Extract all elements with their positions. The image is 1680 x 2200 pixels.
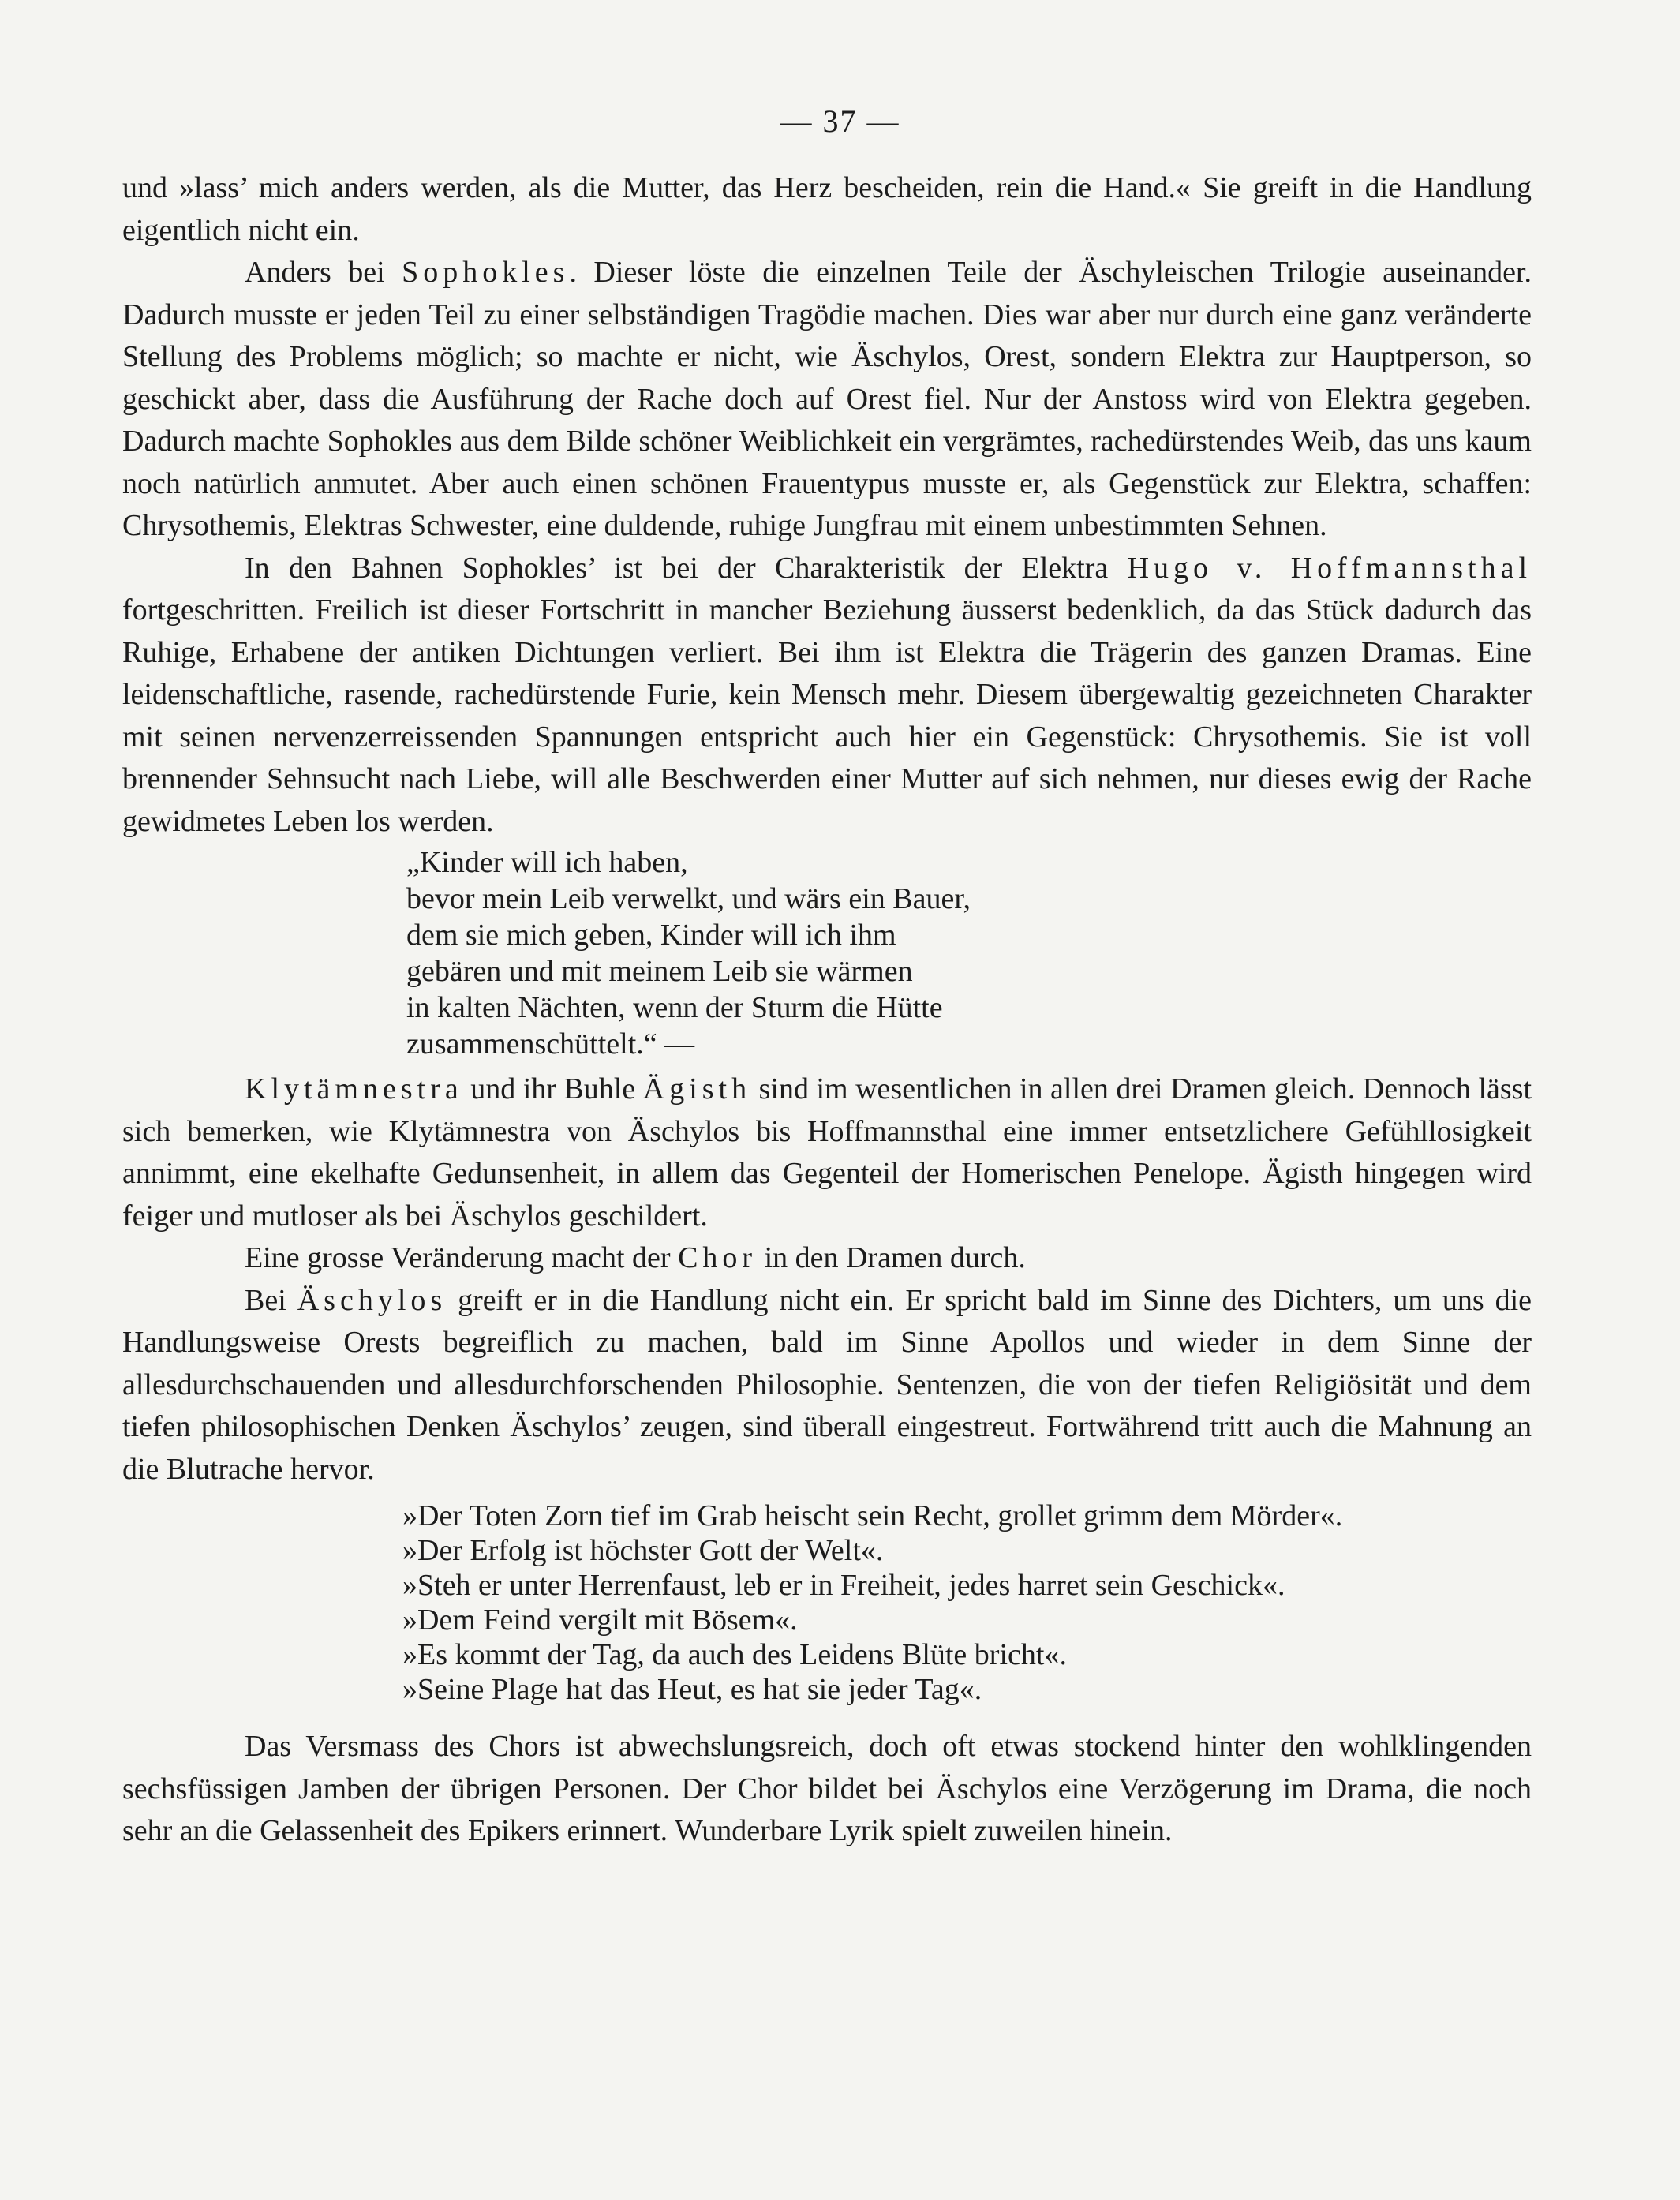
chorus-quotes [122,1498,1532,1707]
p2-pre: Anders bei [245,256,402,289]
quote-line: »Steh er unter Herrenfaust, leb er in Freiheit, jedes harret sein Geschick«. [402,1569,1285,1602]
p4-post: sind im wesentlichen in allen drei Dramen gleich. Dennoch lässt sich bemerken, wie Klytämnestra von Äschylos bis Hoffmannsthal eine immer entsetzlichere Gefühllosigkeit annimmt, eine ekelhafte Gedunsenheit, in allem das Gegenteil der Homerischen Penelope. Ägisth hingegen wird feiger und mutloser als bei Äschylos geschildert. [122,1072,1532,1233]
page-number: — 37 — [780,103,900,139]
name-aegisth: Ägisth [642,1072,752,1106]
p3-pre: In den Bahnen Sophokles’ ist bei der Charakteristik der Elektra [245,551,1128,585]
paragraph-2 [122,252,1532,548]
paragraph-1: und »lass’ mich anders werden, als die Mutter, das Herz bescheiden, rein die Hand.« Sie greift in die Handlung eigentlich nicht ein. [122,171,1532,247]
quote-line: »Seine Plage hat das Heut, es hat sie jeder Tag«. [402,1673,982,1706]
quote-line: »Der Toten Zorn tief im Grab heischt sein Recht, grollet grimm dem Mörder«. [402,1499,1343,1532]
body-text [122,167,1532,1853]
name-hoffmannsthal: Hugo v. Hoffmannsthal [1127,551,1532,585]
name-chor: Chor [678,1241,758,1274]
poem-line: dem sie mich geben, Kinder will ich ihm [406,919,896,952]
p5-post: in den Dramen durch. [757,1241,1026,1274]
poem-line: „Kinder will ich haben, [406,846,688,879]
poem-line: zusammenschüttelt.“ — [406,1027,695,1061]
p6-pre: Bei [245,1283,297,1317]
p6-post: greift er in die Handlung nicht ein. Er spricht bald im Sinne des Dichters, um uns die Handlungsweise Orests begreiflich zu machen, bald im Sinne Apollos und wieder in dem Sinne der allesdurchschauenden und allesdurchforschenden Philosophie. Sentenzen, die von der tiefen Religiösität und dem tiefen philosophischen Denken Äschylos’ zeugen, sind überall eingestreut. Fortwährend tritt auch die Mahnung an die Blutrache hervor. [122,1283,1532,1486]
paragraph-6 [122,1280,1532,1491]
paragraph-7: Das Versmass des Chors ist abwechslungsreich, doch oft etwas stockend hinter den wohlklingenden sechsfüssigen Jamben der übrigen Personen. Der Chor bildet bei Äschylos eine Verzögerung im Drama, die noch sehr an die Gelassenheit des Epikers erinnert. Wunderbare Lyrik spielt zuweilen hinein. [122,1730,1532,1847]
paragraph-4 [122,1068,1532,1237]
quote-line: »Es kommt der Tag, da auch des Leidens Blüte bricht«. [402,1638,1067,1671]
paragraph-5 [122,1237,1532,1280]
name-klytaemnestra: Klytämnestra [245,1072,463,1106]
name-aeschylos: Äschylos [297,1283,447,1317]
p3-post: fortgeschritten. Freilich ist dieser Fortschritt in mancher Beziehung äusserst bedenklich, da das Stück dadurch das Ruhige, Erhabene der antiken Dichtungen verliert. Bei ihm ist Elektra die Trägerin des ganzen Dramas. Eine leidenschaftliche, rasende, rachedürstende Furie, kein Mensch mehr. Diesem übergewaltig gezeichneten Charakter mit seinen nervenzerreissenden Spannungen entspricht auch hier ein Gegenstück: Chrysothemis. Sie ist voll brennender Sehnsucht nach Liebe, will alle Beschwerden einer Mutter auf sich nehmen, nur dieses ewig der Rache gewidmetes Leben los werden. [122,593,1532,838]
name-sophokles: Sophokles [402,256,570,289]
quote-line: »Der Erfolg ist höchster Gott der Welt«. [402,1534,884,1567]
quote-line: »Dem Feind vergilt mit Bösem«. [402,1603,798,1637]
poem-line: bevor mein Leib verwelkt, und wärs ein Bauer, [406,882,971,915]
p5-pre: Eine grosse Veränderung macht der [245,1241,679,1274]
p2-post: . Dieser löste die einzelnen Teile der Äschyleischen Trilogie auseinander. Dadurch musste er jeden Teil zu einer selbständigen Tragödie machen. Dies war aber nur durch eine ganz veränderte Stellung des Problems möglich; so machte er nicht, wie Äschylos, Orest, sondern Elektra zur Hauptperson, so geschickt aber, dass die Ausführung der Rache doch auf Orest fiel. Nur der Anstoss wird von Elektra gegeben. Dadurch machte Sophokles aus dem Bilde schöner Weiblichkeit ein vergrämtes, rachedürstendes Weib, das uns kaum noch natürlich anmutet. Aber auch einen schönen Frauentypus musste er, als Gegenstück zur Elektra, schaffen: Chrysothemis, Elektras Schwester, eine duldende, ruhige Jungfrau mit einem unbestimmten Sehnen. [122,256,1532,542]
paragraph-3 [122,548,1532,844]
poem-line: in kalten Nächten, wenn der Sturm die Hütte [406,991,943,1024]
p4-mid: und ihr Buhle [462,1072,643,1106]
poem-line: gebären und mit meinem Leib sie wärmen [406,955,913,988]
poem-quote [122,844,1532,1062]
